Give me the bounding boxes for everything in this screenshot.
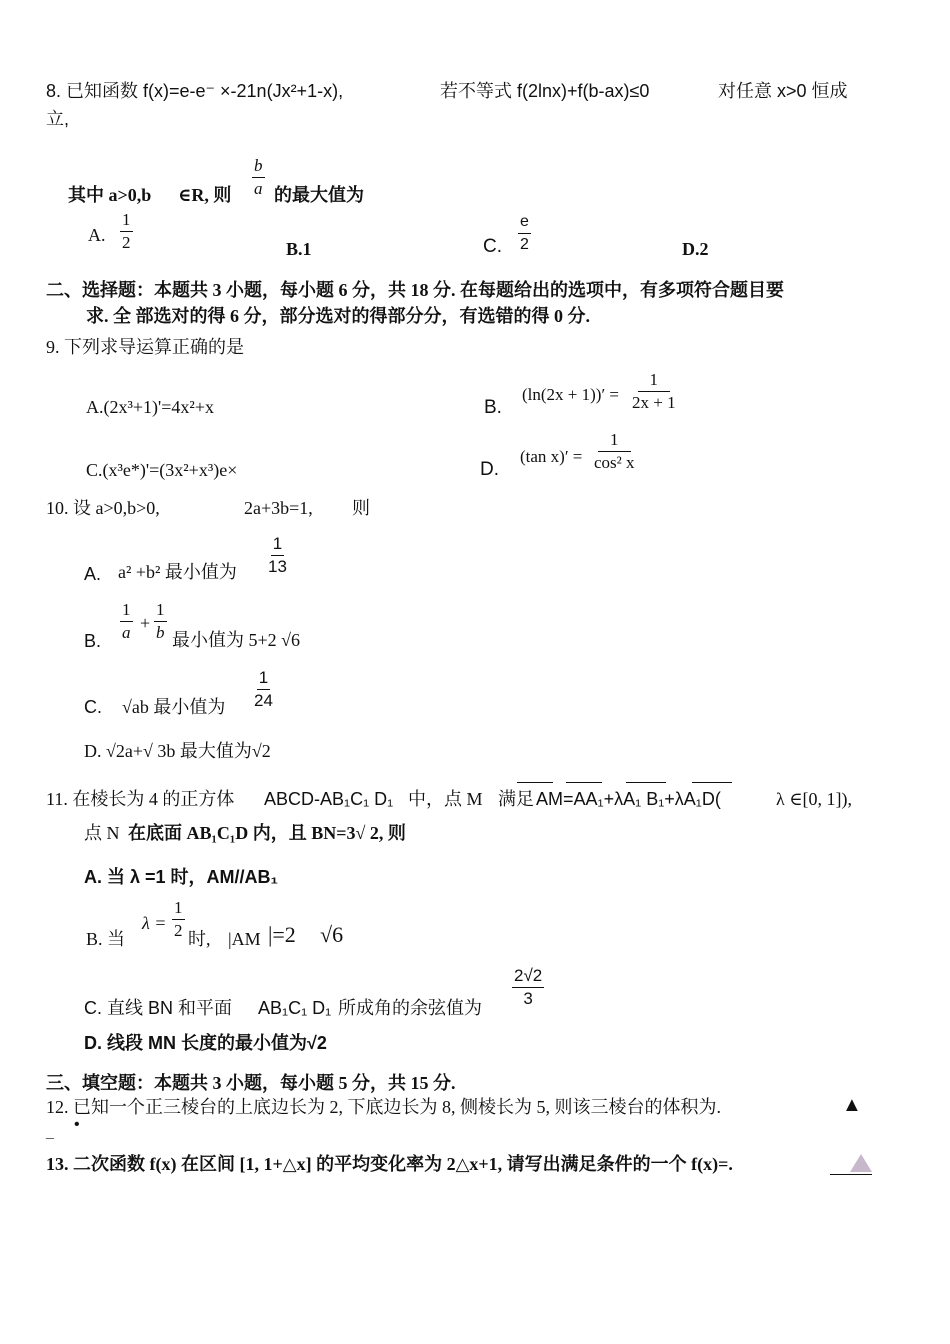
q10-option-a-fraction bbox=[268, 534, 287, 577]
q8-condition-2: ∈R, 则 bbox=[178, 185, 232, 205]
q9-option-b-num: 1 bbox=[638, 370, 671, 392]
q11-stem-part3: 满足 bbox=[498, 789, 534, 809]
q8-option-c-label: C. bbox=[483, 236, 502, 257]
q10-option-a-num: 1 bbox=[271, 534, 284, 556]
q11-stem-part1: 11. 在棱长为 4 的正方体 bbox=[46, 789, 235, 809]
q8-stem-line2: 立, bbox=[46, 109, 70, 129]
q11-option-b-am: |AM bbox=[228, 929, 261, 949]
q11-stem-line2-part2: 在底面 AB₁C₁D 内，且 BN=3√ 2, 则 bbox=[128, 823, 406, 843]
q9-option-c: C.(x³e*)'=(3x²+x³)e× bbox=[86, 460, 238, 480]
q8-stem-part3: 对任意 x>0 恒成 bbox=[718, 81, 848, 101]
q9-stem: 9. 下列求导运算正确的是 bbox=[46, 337, 244, 357]
q11-option-b-eq: |=2 bbox=[268, 922, 296, 947]
q13-answer-mark-icon bbox=[850, 1154, 872, 1172]
q8-condition-3: 的最大值为 bbox=[274, 185, 364, 205]
q8-option-a-num: 1 bbox=[120, 210, 133, 232]
q9-option-d-label: D. bbox=[480, 459, 499, 480]
q12-bullet: • bbox=[74, 1116, 80, 1133]
q9-option-d-den: cos² x bbox=[594, 453, 635, 472]
q11-option-c-num: 2√2 bbox=[512, 966, 544, 988]
q8-option-c-fraction bbox=[518, 212, 531, 255]
q8-option-b: B.1 bbox=[286, 239, 312, 259]
q10-option-a-text: a² +b² 最小值为 bbox=[118, 562, 237, 582]
q10-option-b-den1: a bbox=[122, 623, 131, 642]
q13-answer-blank bbox=[830, 1174, 872, 1175]
q10-stem-part1: 10. 设 a>0,b>0, bbox=[46, 498, 160, 518]
q12-blank-dash: _ bbox=[46, 1123, 54, 1139]
q9-option-d-num: 1 bbox=[598, 430, 631, 452]
q11-option-c-part2: 所成角的余弦值为 bbox=[338, 998, 482, 1018]
q11-option-b-num: 1 bbox=[172, 898, 185, 920]
q10-option-a-label: A. bbox=[84, 564, 102, 584]
q8-stem-part1: 8. 已知函数 f(x)=e-e⁻ ×-21n(Jx²+1-x), bbox=[46, 81, 344, 101]
q9-option-b-fraction bbox=[632, 370, 676, 413]
q9-option-b-lhs: (ln(2x + 1))′ = bbox=[522, 385, 620, 404]
q10-option-c-fraction bbox=[254, 668, 273, 711]
q8-frac-num: b bbox=[252, 156, 265, 178]
q11-option-c-fraction bbox=[512, 966, 544, 1009]
q10-option-d: D. √2a+√ 3b 最大值为√2 bbox=[84, 741, 271, 761]
q8-option-d: D.2 bbox=[682, 239, 709, 259]
q10-option-b-num2: 1 bbox=[154, 600, 167, 622]
section-2-instructions-line2: 求. 全 部选对的得 6 分，部分选对的得部分分，有选错的得 0 分. bbox=[86, 306, 590, 326]
q9-option-b-label: B. bbox=[484, 397, 502, 418]
q11-option-c-part1: C. 直线 BN 和平面 bbox=[84, 998, 233, 1018]
q12-stem: 12. 已知一个正三棱台的上底边长为 2, 下底边长为 8, 侧棱长为 5, 则该三棱台的体积为. bbox=[46, 1097, 721, 1117]
q11-vector-bar-am bbox=[517, 782, 553, 783]
q11-option-b-lambda: λ = bbox=[142, 913, 167, 933]
q10-option-a-den: 13 bbox=[268, 557, 287, 576]
q9-option-d-lhs: (tan x)′ = bbox=[520, 447, 583, 466]
q8-option-c-den: 2 bbox=[520, 236, 529, 253]
q8-option-a-fraction bbox=[120, 210, 133, 253]
q10-option-c-den: 24 bbox=[254, 691, 273, 710]
q10-option-b-den2: b bbox=[156, 623, 165, 642]
q10-option-b-fraction-2 bbox=[154, 600, 167, 643]
q11-stem-vector-equation: AM=AA₁+λA₁ B₁+λA₁D( bbox=[536, 789, 721, 809]
q10-option-b-text: 最小值为 5+2 √6 bbox=[172, 630, 301, 650]
q10-option-c-num: 1 bbox=[257, 668, 270, 690]
q11-option-b-fraction bbox=[172, 898, 185, 941]
q11-vector-bar-aa1 bbox=[566, 782, 602, 783]
section-3-instructions: 三、填空题：本题共 3 小题，每小题 5 分，共 15 分. bbox=[46, 1073, 456, 1093]
q13-stem: 13. 二次函数 f(x) 在区间 [1, 1+△x] 的平均变化率为 2△x+1, 请写出满足条件的一个 f(x)=. bbox=[46, 1154, 733, 1174]
q11-vector-bar-a1d bbox=[692, 782, 732, 783]
q10-stem-part3: 则 bbox=[352, 498, 370, 518]
q8-condition: 其中 a>0,b bbox=[68, 185, 152, 205]
q11-option-b-when: 时, bbox=[188, 929, 211, 949]
q8-option-a-label: A. bbox=[88, 225, 106, 245]
q12-answer-mark: ▲ bbox=[842, 1094, 862, 1116]
q9-option-d-fraction bbox=[594, 430, 635, 473]
q11-option-b-label: B. 当 bbox=[86, 929, 126, 949]
section-2-instructions-line1: 二、选择题：本题共 3 小题，每小题 6 分，共 18 分. 在每题给出的选项中，有多项符合题目要 bbox=[46, 280, 784, 300]
q9-option-a: A.(2x³+1)'=4x²+x bbox=[86, 397, 214, 417]
q11-stem-lambda-range: λ ∈[0, 1]), bbox=[776, 789, 853, 809]
q9-option-b-den: 2x + 1 bbox=[632, 393, 676, 412]
q10-option-c-label: C. bbox=[84, 697, 102, 717]
q8-stem-part2: 若不等式 f(2lnx)+f(b-ax)≤0 bbox=[440, 81, 650, 101]
q8-fraction-b-over-a bbox=[252, 156, 265, 199]
q11-stem-line2-part1: 点 N bbox=[84, 823, 120, 843]
q8-frac-den: a bbox=[254, 179, 263, 198]
q10-option-b-fraction-1 bbox=[120, 600, 133, 643]
q11-option-b-root: √6 bbox=[320, 922, 344, 947]
q8-option-a-den: 2 bbox=[122, 233, 131, 252]
q11-option-d: D. 线段 MN 长度的最小值为√2 bbox=[84, 1033, 327, 1053]
q11-option-a: A. 当 λ =1 时，AM//AB₁ bbox=[84, 867, 278, 887]
q11-option-b-den: 2 bbox=[174, 921, 183, 940]
q10-option-c-text: √ab 最小值为 bbox=[122, 697, 226, 717]
q8-option-c-num: e bbox=[518, 212, 531, 234]
q10-option-b-plus: + bbox=[140, 613, 151, 633]
q11-option-c-den: 3 bbox=[523, 989, 533, 1008]
q11-stem-cube: ABCD-AB₁C₁ D₁ bbox=[264, 789, 394, 809]
q11-option-c-plane: AB₁C₁ D₁ bbox=[258, 998, 332, 1018]
q10-option-b-num1: 1 bbox=[120, 600, 133, 622]
q10-stem-part2: 2a+3b=1, bbox=[244, 498, 313, 518]
q10-option-b-label: B. bbox=[84, 631, 102, 651]
q11-stem-part2: 中，点 M bbox=[408, 789, 483, 809]
q11-vector-bar-a1b1 bbox=[626, 782, 666, 783]
